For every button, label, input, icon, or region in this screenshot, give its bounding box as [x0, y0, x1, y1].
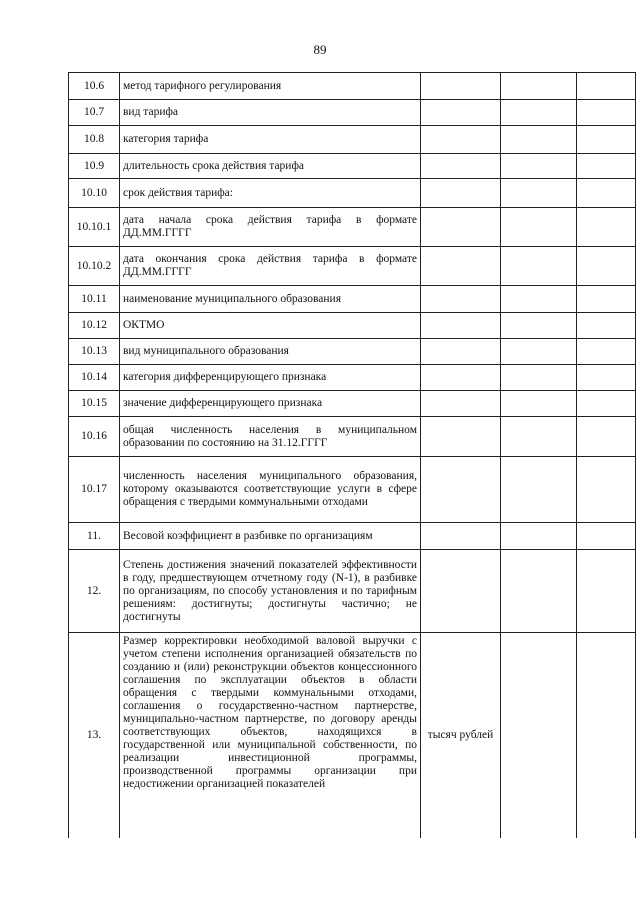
row-unit: [421, 313, 501, 339]
row-value-cell: [577, 208, 636, 247]
table-row: [69, 417, 636, 457]
row-value-cell: [577, 339, 636, 365]
row-name: вид муниципального образования: [120, 339, 421, 365]
row-name: Весовой коэффициент в разбивке по организациям: [120, 523, 421, 550]
row-unit: [421, 339, 501, 365]
row-number: 10.6: [69, 73, 120, 100]
row-number: 10.12: [69, 313, 120, 339]
row-value-cell: [577, 313, 636, 339]
row-value-cell: [577, 391, 636, 417]
row-name: длительность срока действия тарифа: [120, 154, 421, 179]
row-value-cell: [501, 247, 577, 286]
table-row: [69, 73, 636, 100]
row-value-cell: [577, 73, 636, 100]
table-row: [69, 126, 636, 154]
table-row: [69, 154, 636, 179]
table-row: [69, 208, 636, 247]
table-row: [69, 365, 636, 391]
row-name: общая численность населения в муниципальном образовании по состоянию на 31.12.ГГГГ: [120, 417, 421, 457]
row-name: дата окончания срока действия тарифа в формате ДД.ММ.ГГГГ: [120, 247, 421, 286]
row-unit: тысяч рублей: [421, 633, 501, 838]
row-value-cell: [577, 550, 636, 633]
row-value-cell: [501, 100, 577, 126]
table-row: [69, 550, 636, 633]
row-number: 10.15: [69, 391, 120, 417]
row-name: Размер корректировки необходимой валовой выручки с учетом степени исполнения организацией обязательств по созданию и (или) реконструкции объектов концессионного соглашения по эксплуатации объектов в области обращения с твердыми коммунальными отходами, соглашения о государственно-частном партнерстве, муниципально-частном партнерстве, по договору аренды соответствующих объектов, находящихся в государственной или муниципальной собственности, по реализации инвестиционной программы, производственной программы организации при недостижении организацией показателей: [120, 633, 421, 838]
table-row: [69, 339, 636, 365]
table-row: [69, 313, 636, 339]
row-value-cell: [501, 208, 577, 247]
table-row: [69, 286, 636, 313]
row-value-cell: [501, 523, 577, 550]
row-name: категория тарифа: [120, 126, 421, 154]
row-name: метод тарифного регулирования: [120, 73, 421, 100]
row-value-cell: [501, 286, 577, 313]
row-number: 12.: [69, 550, 120, 633]
row-unit: [421, 247, 501, 286]
row-value-cell: [501, 339, 577, 365]
row-number: 10.14: [69, 365, 120, 391]
row-number: 10.10.1: [69, 208, 120, 247]
row-name: срок действия тарифа:: [120, 179, 421, 208]
table-row: [69, 100, 636, 126]
row-value-cell: [501, 550, 577, 633]
row-unit: [421, 550, 501, 633]
table-row: [69, 179, 636, 208]
row-value-cell: [501, 391, 577, 417]
row-name: ОКТМО: [120, 313, 421, 339]
row-name: категория дифференцирующего признака: [120, 365, 421, 391]
row-value-cell: [501, 154, 577, 179]
row-value-cell: [577, 633, 636, 838]
row-unit: [421, 365, 501, 391]
row-value-cell: [577, 286, 636, 313]
row-name: вид тарифа: [120, 100, 421, 126]
row-unit: [421, 457, 501, 523]
row-number: 10.10.2: [69, 247, 120, 286]
page-number: 89: [313, 42, 327, 57]
indicators-table: [68, 72, 636, 838]
row-name: численность населения муниципального образования, которому оказываются соответствующие услуги в сфере обращения с твердыми коммунальными отходами: [120, 457, 421, 523]
row-value-cell: [501, 179, 577, 208]
row-value-cell: [577, 126, 636, 154]
row-number: 10.11: [69, 286, 120, 313]
row-number: 10.7: [69, 100, 120, 126]
table-row: [69, 391, 636, 417]
row-unit: [421, 100, 501, 126]
row-number: 13.: [69, 633, 120, 838]
row-value-cell: [501, 633, 577, 838]
row-value-cell: [501, 417, 577, 457]
row-unit: [421, 208, 501, 247]
table-row: [69, 457, 636, 523]
row-unit: [421, 391, 501, 417]
row-number: 10.9: [69, 154, 120, 179]
row-number: 10.8: [69, 126, 120, 154]
row-number: 10.16: [69, 417, 120, 457]
row-unit: [421, 286, 501, 313]
row-name: дата начала срока действия тарифа в формате ДД.ММ.ГГГГ: [120, 208, 421, 247]
table-row: [69, 633, 636, 838]
row-name: Степень достижения значений показателей эффективности в году, предшествующем отчетному году (N-1), в разбивке по организациям, по способу установления и по тарифным решениям: достигнуты; достигнуты частично; не достигнуты: [120, 550, 421, 633]
row-number: 11.: [69, 523, 120, 550]
row-unit: [421, 73, 501, 100]
row-unit: [421, 523, 501, 550]
row-value-cell: [577, 523, 636, 550]
row-value-cell: [501, 313, 577, 339]
table-row: [69, 523, 636, 550]
row-value-cell: [577, 417, 636, 457]
row-value-cell: [577, 365, 636, 391]
row-unit: [421, 126, 501, 154]
row-value-cell: [501, 126, 577, 154]
row-name: значение дифференцирующего признака: [120, 391, 421, 417]
row-value-cell: [577, 457, 636, 523]
row-name: наименование муниципального образования: [120, 286, 421, 313]
row-number: 10.10: [69, 179, 120, 208]
row-value-cell: [501, 365, 577, 391]
row-number: 10.13: [69, 339, 120, 365]
row-value-cell: [501, 457, 577, 523]
row-unit: [421, 417, 501, 457]
table-row: [69, 247, 636, 286]
row-value-cell: [501, 73, 577, 100]
row-value-cell: [577, 247, 636, 286]
row-value-cell: [577, 179, 636, 208]
row-unit: [421, 179, 501, 208]
row-value-cell: [577, 100, 636, 126]
row-value-cell: [577, 154, 636, 179]
row-unit: [421, 154, 501, 179]
row-number: 10.17: [69, 457, 120, 523]
